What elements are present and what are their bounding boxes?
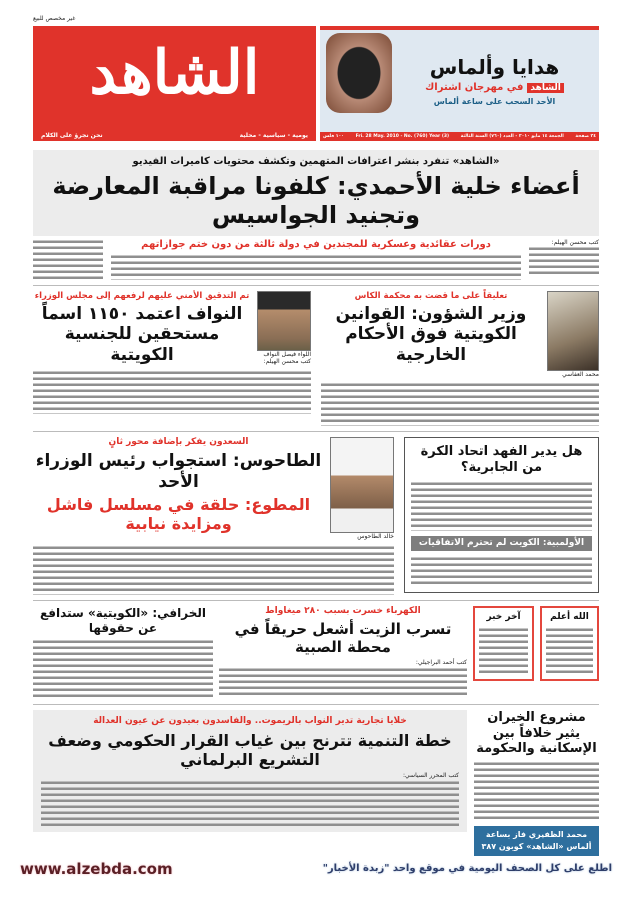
fahd-box bbox=[404, 437, 599, 593]
oil-byline: كتب أحمد البراجيلي: bbox=[415, 658, 467, 666]
divider bbox=[33, 431, 599, 432]
kharafi-headline: الخرافي: «الكويتية» ستدافع عن حقوقها bbox=[39, 606, 206, 635]
winner-line1: محمد الظفيري فاز بساعة bbox=[485, 829, 588, 839]
watermark bbox=[0, 856, 632, 882]
arabic-date: الجمعة ١٤ مايو ٢٠١٠ - العدد (٧٦٠) السنة الثالثة bbox=[460, 133, 564, 139]
article-body-text bbox=[41, 780, 459, 826]
article-body-text bbox=[33, 639, 213, 699]
price: ١٠٠ فلس bbox=[323, 133, 344, 139]
ad-brand: الشاهد bbox=[527, 83, 563, 93]
lead-headline: أعضاء خلية الأحمدي: كلفونا مراقبة المعارضة وتجنيد الجواسيس bbox=[52, 172, 580, 229]
photo-caption: محمد العفاسي bbox=[562, 370, 599, 378]
newspaper-logo: الشاهد bbox=[89, 38, 260, 108]
article-body-text bbox=[529, 246, 599, 276]
winner-box bbox=[474, 826, 599, 856]
photo-caption: اللواء فيصل النواف bbox=[263, 350, 311, 358]
divider bbox=[33, 285, 599, 286]
article-body-text bbox=[546, 627, 593, 675]
dateline bbox=[320, 132, 599, 141]
divider bbox=[33, 600, 599, 601]
oil-kicker: الكهرباء خسرت بسبب ٢٨٠ ميغاواط bbox=[265, 606, 421, 617]
column-akher-khabar bbox=[473, 606, 534, 681]
masthead bbox=[33, 26, 316, 141]
tahous-kicker: السعدون يفكر بإضافة محور ثانٍ bbox=[108, 437, 249, 448]
ad-line2: في مهرجان اشتراك bbox=[425, 82, 524, 94]
nawaf-headline: النواف اعتمد ١١٥٠ اسماً مستحقين للجنسية الكويتية bbox=[41, 303, 243, 365]
winner-line2: ألماس «الشاهد» كوبون ٣٨٧ bbox=[481, 841, 592, 851]
khairan-headline: مشروع الخيران يثير خلافاً بين الإسكانية والحكومة bbox=[476, 709, 597, 757]
photo-caption: خالد الطاحوس bbox=[357, 533, 394, 541]
watermark-slogan: اطلع على كل الصحف اليومية في موقع واحد "زبدة الأخبار" bbox=[322, 863, 612, 875]
lead-banner bbox=[33, 150, 599, 236]
subscription-ad bbox=[320, 26, 599, 141]
article-body-text bbox=[33, 545, 394, 595]
article-body-text bbox=[321, 382, 599, 426]
ad-line3: الأحد السحب على ساعة ألماس bbox=[433, 97, 556, 107]
column-title: آخر خبر bbox=[486, 612, 521, 623]
affairs-headline: وزير الشؤون: القوانين الكويتية فوق الأحكام الخارجية bbox=[335, 303, 527, 365]
article-body-text bbox=[33, 370, 311, 414]
article-body-text bbox=[479, 627, 528, 675]
column-title: الله أعلم bbox=[550, 612, 589, 623]
lead-byline: كتب محسن الهيلم: bbox=[551, 238, 599, 246]
masthead-tagline: يومية - سياسية - محلية bbox=[239, 132, 308, 139]
lead-subhead: دورات عقائدية وعسكرية للمجندين في دولة ثالثة من دون ختم جوازاتهم bbox=[141, 238, 491, 250]
photo-tahous bbox=[330, 437, 394, 533]
affairs-kicker: تعليقاً على ما قضت به محكمة الكاس bbox=[354, 290, 508, 301]
divider bbox=[33, 704, 599, 705]
fahd-headline: هل يدير الفهد اتحاد الكرة من الجابرية؟ bbox=[420, 444, 583, 475]
mutawa-headline: المطوع: حلقة في مسلسل فاشل ومزايدة نيابية bbox=[46, 494, 311, 534]
photo-afasi bbox=[547, 291, 599, 371]
oil-headline: تسرب الزيت أشعل حريقاً في محطة الصبية bbox=[234, 619, 452, 656]
article-body-text bbox=[219, 667, 467, 697]
fahd-subhead: الأولمبية: الكويت لم تحترم الاتفاقيات bbox=[411, 536, 592, 552]
column-allah-aalam bbox=[540, 606, 599, 681]
photo-nawaf bbox=[257, 291, 311, 351]
tahous-headline: الطاحوس: استجواب رئيس الوزراء الأحد bbox=[35, 451, 322, 492]
plan-kicker: خلايا تجارية تدير النواب بالريموت.. والفاسدون بعيدون عن عيون العدالة bbox=[93, 715, 407, 726]
ad-title: هدايا وألماس bbox=[429, 55, 560, 80]
english-date: Fri. 28 May. 2010 - No. (760) Year (3) bbox=[355, 133, 450, 139]
nawaf-byline: كتب محسن الهيلم: bbox=[263, 358, 311, 366]
article-body-text bbox=[474, 761, 599, 821]
watch-image bbox=[326, 33, 392, 113]
watermark-url[interactable]: www.alzebda.com bbox=[20, 859, 173, 878]
article-body-text bbox=[411, 481, 592, 531]
plan-banner bbox=[33, 710, 467, 832]
article-body-text bbox=[111, 254, 521, 280]
page-count: ٢٤ صفحة bbox=[575, 133, 596, 139]
article-body-text bbox=[33, 239, 103, 279]
nawaf-kicker: تم التدقيق الأمني عليهم لرفعهم إلى مجلس الوزراء bbox=[34, 290, 250, 301]
plan-headline: خطة التنمية تترنح بين غياب القرار الحكومي وضعف التشريع البرلماني bbox=[48, 730, 452, 769]
masthead-slogan: نحن نجرؤ على الكلام bbox=[41, 132, 103, 139]
plan-byline: كتب المحرر السياسي: bbox=[403, 772, 459, 780]
lead-kicker: «الشاهد» تنفرد بنشر اعترافات المتهمين وتكشف محتويات كاميرات الفيديو bbox=[132, 156, 500, 167]
not-for-sale-label: غير مخصص للبيع bbox=[33, 15, 76, 23]
article-body-text bbox=[411, 556, 592, 586]
